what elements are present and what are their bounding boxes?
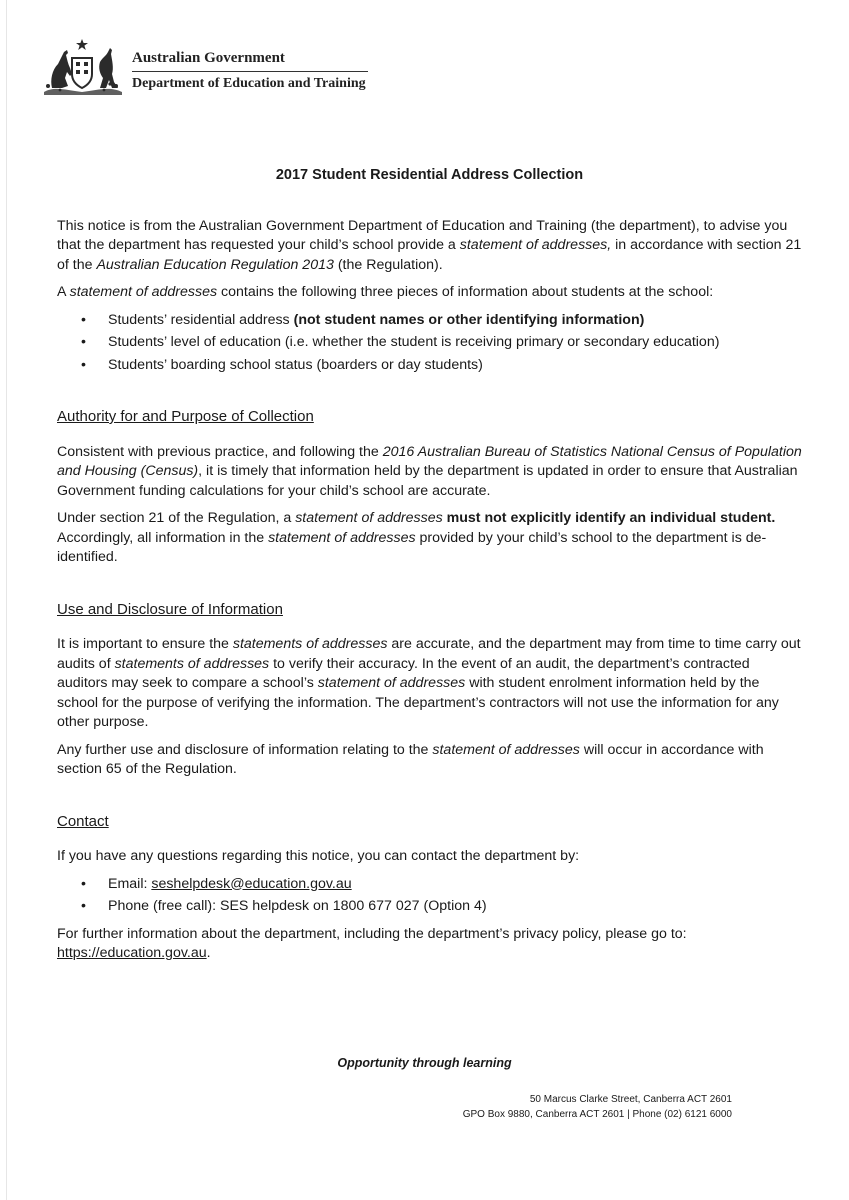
contact-email-item: • Email: seshelpdesk@education.gov.au [81, 875, 802, 895]
list-item: • Students’ boarding school status (boarders or day students) [81, 356, 802, 376]
contact-phone-item: • Phone (free call): SES helpdesk on 1800 677 027 (Option 4) [81, 897, 802, 917]
use-paragraph-1: It is important to ensure the statements of addresses are accurate, and the department may from time to time carry out audits of statements of addresses to verify their accuracy. In the event of an audit, the department’s contracted auditors may seek to compare a school’s statement of addresses with student enrolment information held by the school for the purpose of verifying the information. The department’s contractors will not use the information for any other purpose. [57, 636, 801, 730]
further-info-paragraph: For further information about the department, including the department’s privacy policy, please go to: https://education.gov.au. [57, 925, 687, 961]
information-list [57, 311, 802, 376]
document-body [57, 166, 802, 972]
contact-heading: Contact [57, 812, 109, 830]
government-name: Australian Government [132, 50, 285, 66]
coat-of-arms-logo [40, 38, 124, 96]
page-edge [6, 0, 7, 1200]
footer-tagline: Opportunity through learning [337, 1056, 512, 1070]
list-item: • Students’ level of education (i.e. whether the student is receiving primary or secondary education) [81, 333, 802, 353]
list-item: • Students’ residential address (not student names or other identifying information) [81, 311, 802, 331]
address-line-1: 50 Marcus Clarke Street, Canberra ACT 2601 [529, 1094, 732, 1105]
authority-heading: Authority for and Purpose of Collection [57, 408, 314, 425]
intro-paragraph-1: This notice is from the Australian Government Department of Education and Training (the department), to advise you that the department has requested your child’s school provide a statement of addresses, in accordance with section 21 of the Australian Education Regulation 2013 (the Regulation). [57, 217, 802, 273]
contact-list [57, 875, 802, 917]
document-title: 2017 Student Residential Address Collection [275, 167, 584, 183]
authority-paragraph-1: Consistent with previous practice, and following the 2016 Australian Bureau of Statistics National Census of Population and Housing (Census), it is timely that information held by the department is updated in order to ensure that Australian Government funding calculations for your child’s school are accurate. [57, 443, 802, 499]
website-link[interactable]: https://education.gov.au [57, 945, 207, 961]
address-line-2: GPO Box 9880, Canberra ACT 2601 | Phone (02) 6121 6000 [462, 1109, 732, 1120]
authority-paragraph-2: Under section 21 of the Regulation, a statement of addresses must not explicitly identify an individual student. Accordingly, all information in the statement of addresses provided by your child’s school to the department is de-identified. [57, 510, 776, 565]
footer-address [463, 1092, 732, 1122]
use-paragraph-2: Any further use and disclosure of information relating to the statement of addresses will occur in accordance with section 65 of the Regulation. [57, 741, 764, 777]
department-name: Department of Education and Training [132, 76, 366, 91]
use-disclosure-heading: Use and Disclosure of Information [57, 600, 283, 618]
email-link[interactable]: seshelpdesk@education.gov.au [151, 875, 352, 892]
letterhead-divider [132, 71, 368, 72]
letterhead [40, 36, 380, 98]
contact-intro: If you have any questions regarding this notice, you can contact the department by: [57, 848, 580, 864]
intro-paragraph-2: A statement of addresses contains the following three pieces of information about students at the school: [57, 284, 714, 300]
